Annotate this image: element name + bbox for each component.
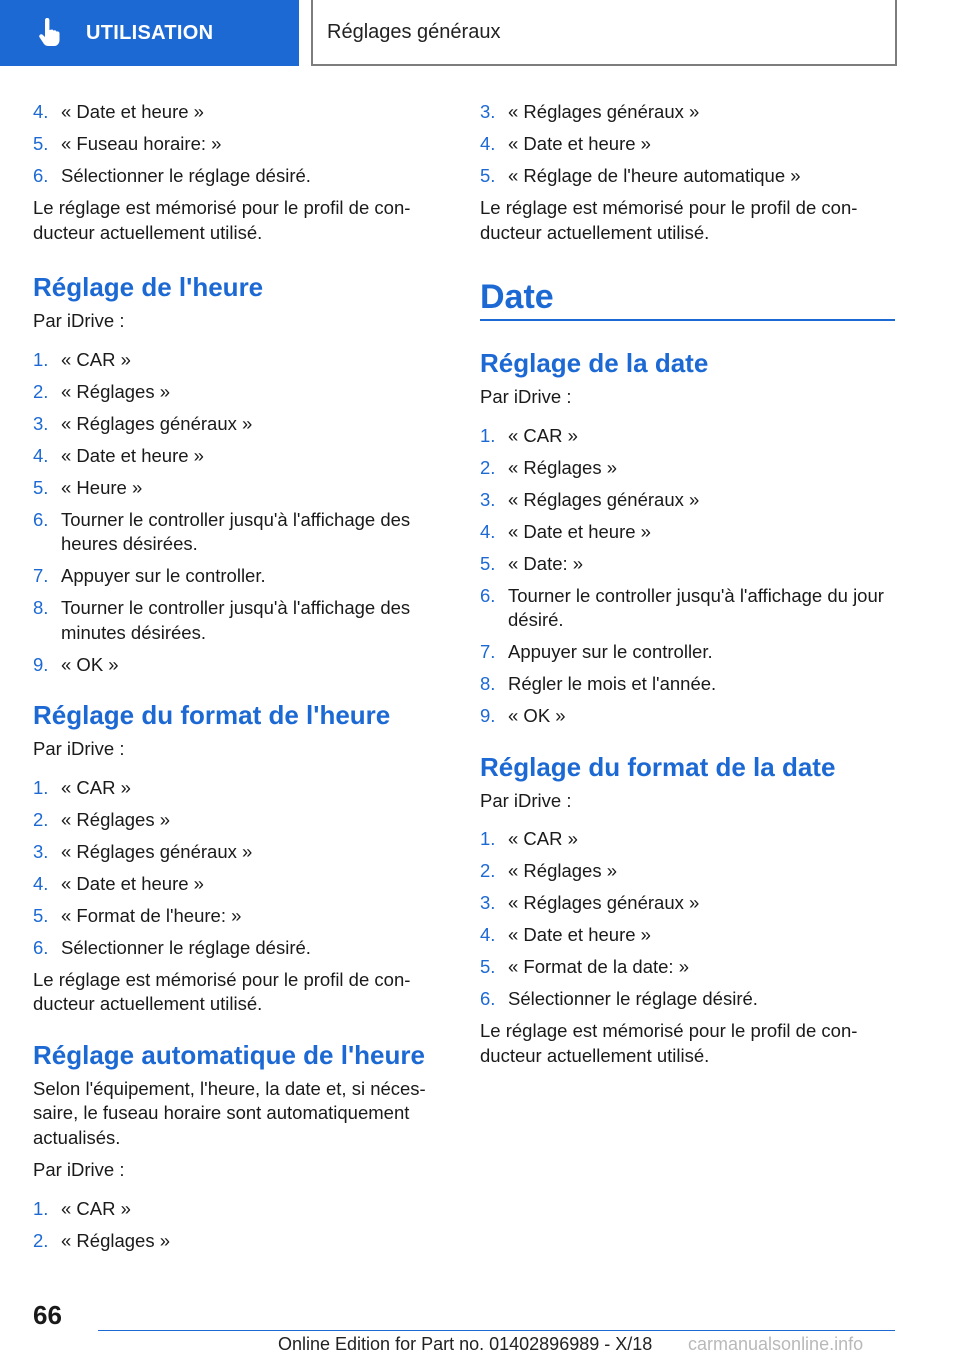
step-number: 2.	[33, 1229, 49, 1251]
step-number: 2.	[33, 380, 49, 402]
step-number: 5.	[33, 133, 49, 154]
step-number: 3.	[33, 412, 49, 434]
step-number: 6.	[33, 165, 49, 186]
step-number: 1.	[480, 424, 496, 446]
idrive-intro: Par iDrive :	[480, 386, 572, 407]
list-item	[480, 520, 895, 545]
step-text: Tourner le controller jusqu'à l'affichage des heures désirées.	[61, 508, 411, 554]
step-text: « OK »	[508, 705, 566, 726]
step-text: « Format de la date: »	[508, 956, 689, 977]
list-item	[33, 348, 438, 373]
list-item	[480, 132, 895, 157]
step-number: 4.	[33, 444, 49, 466]
step-number: 4.	[33, 872, 49, 894]
list-item	[33, 412, 438, 437]
step-text: Sélectionner le réglage désiré.	[61, 165, 311, 186]
step-list	[33, 776, 438, 961]
step-text: Sélectionner le réglage désiré.	[61, 936, 311, 958]
step-number: 7.	[480, 641, 496, 662]
step-text: « Réglages généraux »	[508, 101, 700, 122]
step-number: 6.	[33, 936, 49, 958]
list-item	[33, 1197, 438, 1222]
step-text: « Réglages généraux »	[508, 892, 700, 913]
list-item	[480, 891, 895, 916]
list-item	[33, 100, 438, 125]
list-item	[33, 840, 438, 865]
step-text: « Réglages »	[61, 380, 171, 402]
step-text: « Réglages généraux »	[61, 412, 253, 434]
footer-rule	[98, 1330, 895, 1331]
step-number: 8.	[33, 597, 49, 618]
step-text: « OK »	[61, 653, 119, 675]
step-number: 3.	[480, 101, 496, 122]
page-number: 66	[33, 1300, 62, 1330]
paragraph: Le réglage est mémorisé pour le profil de con-ducteur actuellement utilisé.	[33, 197, 411, 243]
chapter-heading: Date	[480, 278, 554, 316]
list-item	[480, 456, 895, 481]
step-number: 4.	[480, 133, 496, 154]
list-item	[33, 808, 438, 833]
step-number: 1.	[33, 348, 49, 370]
step-number: 2.	[480, 456, 496, 478]
list-item	[33, 508, 438, 557]
step-number: 1.	[480, 828, 496, 849]
step-number: 6.	[33, 508, 49, 530]
step-list	[480, 424, 895, 729]
step-text: Sélectionner le réglage désiré.	[508, 988, 758, 1009]
list-item	[33, 776, 438, 801]
step-text: Régler le mois et l'année.	[508, 673, 717, 694]
right-column	[480, 100, 895, 1076]
list-item	[33, 132, 438, 157]
list-item	[33, 380, 438, 405]
step-text: « Date et heure »	[508, 133, 651, 154]
step-list	[480, 827, 895, 1012]
paragraph: Le réglage est mémorisé pour le profil de con-ducteur actuellement utilisé.	[480, 197, 858, 243]
step-text: « CAR »	[61, 1197, 131, 1219]
list-item	[33, 476, 438, 501]
step-list	[480, 100, 895, 189]
paragraph: Selon l'équipement, l'heure, la date et, si néces-saire, le fuseau horaire sont automatiquement actualisés.	[33, 1077, 426, 1148]
step-text: « Heure »	[61, 476, 143, 498]
step-text: Tourner le controller jusqu'à l'affichage du jour désiré.	[508, 584, 884, 630]
hand-pointer-icon	[36, 18, 64, 48]
list-item	[480, 488, 895, 513]
list-item	[480, 987, 895, 1012]
heading-rule	[480, 319, 895, 321]
list-item	[33, 1229, 438, 1254]
list-item	[33, 872, 438, 897]
step-number: 3.	[33, 840, 49, 862]
paragraph: Le réglage est mémorisé pour le profil de con-ducteur actuellement utilisé.	[33, 968, 411, 1014]
list-item	[480, 827, 895, 852]
watermark: carmanualsonline.info	[688, 1334, 864, 1354]
step-text: « Fuseau horaire: »	[61, 133, 222, 154]
step-number: 7.	[33, 565, 49, 586]
step-text: « Date et heure »	[61, 101, 204, 122]
step-list	[33, 348, 438, 678]
idrive-intro: Par iDrive :	[33, 310, 125, 331]
step-number: 6.	[480, 988, 496, 1009]
list-item	[480, 584, 895, 633]
step-text: « CAR »	[508, 828, 578, 849]
section-heading: Réglage du format de la date	[480, 751, 836, 782]
step-list	[33, 1197, 438, 1254]
step-number: 5.	[480, 956, 496, 977]
list-item	[33, 653, 438, 678]
list-item	[480, 704, 895, 729]
left-column	[33, 100, 438, 1261]
list-item	[480, 100, 895, 125]
step-number: 6.	[480, 584, 496, 606]
list-item	[33, 596, 438, 645]
step-text: « Réglage de l'heure automatique »	[508, 165, 801, 186]
step-number: 8.	[480, 673, 496, 694]
section-tab	[0, 0, 299, 66]
section-heading: Réglage de l'heure	[33, 272, 264, 302]
page-header	[0, 0, 960, 66]
chapter-title: Réglages généraux	[327, 20, 501, 43]
edition-text: Online Edition for Part no. 01402896989 - X/18	[278, 1334, 653, 1354]
list-item	[480, 424, 895, 449]
step-number: 4.	[33, 101, 49, 122]
chapter-title-box	[311, 0, 897, 66]
step-number: 4.	[480, 924, 496, 945]
step-number: 2.	[480, 860, 496, 881]
step-text: « Date et heure »	[61, 444, 204, 466]
list-item	[33, 164, 438, 189]
step-text: « Format de l'heure: »	[61, 904, 242, 926]
step-number: 5.	[33, 476, 49, 498]
list-item	[480, 552, 895, 577]
step-text: Appuyer sur le controller.	[508, 641, 713, 662]
step-text: « Réglages »	[61, 1229, 171, 1251]
step-text: « Réglages généraux »	[61, 840, 253, 862]
step-number: 9.	[480, 705, 496, 726]
step-text: « Date et heure »	[508, 520, 651, 542]
step-number: 5.	[480, 552, 496, 574]
list-item	[480, 164, 895, 189]
step-number: 9.	[33, 653, 49, 675]
idrive-intro: Par iDrive :	[33, 738, 125, 759]
step-text: « Réglages »	[508, 860, 618, 881]
section-label: UTILISATION	[86, 21, 214, 44]
list-item	[480, 672, 895, 697]
section-heading: Réglage du format de l'heure	[33, 700, 391, 730]
step-text: « CAR »	[61, 776, 131, 798]
step-text: « Date: »	[508, 552, 584, 574]
list-item	[480, 859, 895, 884]
step-text: « Réglages »	[508, 456, 618, 478]
step-text: Appuyer sur le controller.	[61, 565, 266, 586]
list-item	[33, 564, 438, 589]
idrive-intro: Par iDrive :	[33, 1159, 125, 1180]
step-text: « CAR »	[61, 348, 131, 370]
list-item	[33, 936, 438, 961]
step-text: « Réglages généraux »	[508, 488, 700, 510]
step-list	[33, 100, 438, 189]
step-number: 5.	[480, 165, 496, 186]
step-text: « Date et heure »	[508, 924, 651, 945]
list-item	[33, 904, 438, 929]
paragraph: Le réglage est mémorisé pour le profil de con-ducteur actuellement utilisé.	[480, 1020, 858, 1066]
step-text: « Date et heure »	[61, 872, 204, 894]
step-text: « CAR »	[508, 424, 578, 446]
list-item	[33, 444, 438, 469]
idrive-intro: Par iDrive :	[480, 789, 572, 811]
section-heading: Réglage de la date	[480, 348, 709, 378]
list-item	[480, 955, 895, 980]
list-item	[480, 640, 895, 665]
list-item	[480, 923, 895, 948]
step-number: 1.	[33, 1197, 49, 1219]
step-number: 4.	[480, 520, 496, 542]
step-text: « Réglages »	[61, 808, 171, 830]
section-heading: Réglage automatique de l'heure	[33, 1039, 425, 1070]
step-number: 3.	[480, 892, 496, 913]
step-number: 1.	[33, 776, 49, 798]
step-number: 3.	[480, 488, 496, 510]
step-number: 2.	[33, 808, 49, 830]
step-number: 5.	[33, 904, 49, 926]
step-text: Tourner le controller jusqu'à l'affichage des minutes désirées.	[61, 597, 411, 643]
